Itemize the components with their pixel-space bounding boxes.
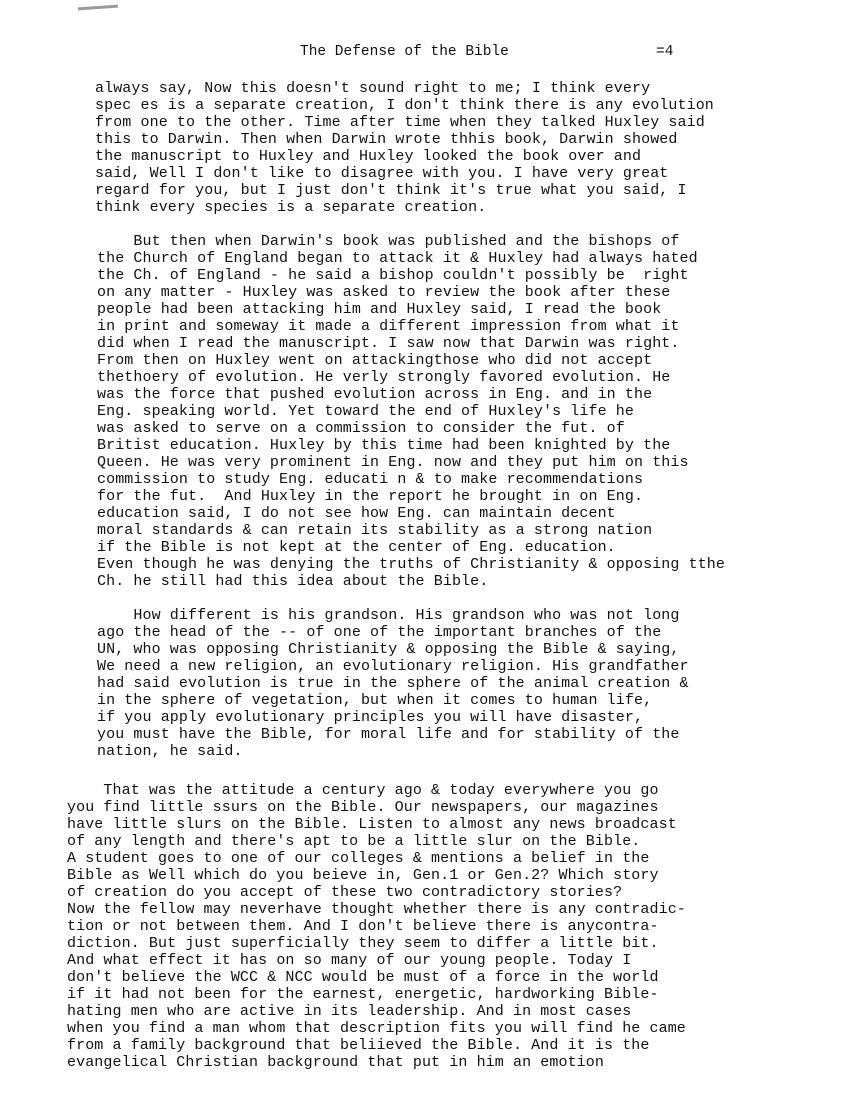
body-line: And what effect it has on so many of our young people. Today I (67, 952, 632, 969)
body-line: said, Well I don't like to disagree with you. I have very great (95, 165, 669, 182)
body-line: the Ch. of England - he said a bishop couldn't possibly be right (97, 267, 689, 284)
body-line: if the Bible is not kept at the center of Eng. education. (97, 539, 616, 556)
body-line: A student goes to one of our colleges & mentions a belief in the (67, 850, 650, 867)
body-line: if you apply evolutionary principles you will have disaster, (97, 709, 644, 726)
body-line: Now the fellow may neverhave thought whether there is any contradic- (67, 901, 686, 918)
body-line: from one to the other. Time after time when they talked Huxley said (95, 114, 705, 131)
body-line: Bible as Well which do you beieve in, Gen.1 or Gen.2? Which story (67, 867, 659, 884)
body-line: people had been attacking him and Huxley said, I read the book (97, 301, 662, 318)
body-line: spec es is a separate creation, I don't think there is any evolution (95, 97, 714, 114)
body-line: How different is his grandson. His grandson who was not long (97, 607, 680, 624)
body-line: That was the attitude a century ago & today everywhere you go (67, 782, 659, 799)
body-line: of any length and there's apt to be a little slur on the Bible. (67, 833, 641, 850)
body-line: Queen. He was very prominent in Eng. now and they put him on this (97, 454, 689, 471)
body-line: if it had not been for the earnest, energetic, hardworking Bible- (67, 986, 659, 1003)
body-line: in the sphere of vegetation, but when it comes to human life, (97, 692, 653, 709)
body-line: think every species is a separate creation. (95, 199, 487, 216)
page-number: =4 (656, 44, 674, 60)
body-line: education said, I do not see how Eng. can maintain decent (97, 505, 616, 522)
body-line: regard for you, but I just don't think it's true what you said, I (95, 182, 687, 199)
body-line: had said evolution is true in the sphere of the animal creation & (97, 675, 689, 692)
body-line: evangelical Christian background that put in him an emotion (67, 1054, 604, 1071)
body-line: Even though he was denying the truths of Christianity & opposing tthe (97, 556, 726, 573)
body-line: From then on Huxley went on attackingthose who did not accept (97, 352, 653, 369)
body-line: always say, Now this doesn't sound right to me; I think every (95, 80, 651, 97)
body-line: But then when Darwin's book was published and the bishops of (97, 233, 680, 250)
body-line: when you find a man whom that description fits you will find he came (67, 1020, 686, 1037)
body-line: the Church of England began to attack it & Huxley had always hated (97, 250, 698, 267)
body-line: ago the head of the -- of one of the important branches of the (97, 624, 662, 641)
body-line: tion or not between them. And I don't believe there is anycontra- (67, 918, 659, 935)
body-line: moral standards & can retain its stability as a strong nation (97, 522, 653, 539)
body-line: thethoery of evolution. He verly strongly favored evolution. He (97, 369, 671, 386)
body-line: was the force that pushed evolution across in Eng. and in the (97, 386, 653, 403)
body-line: We need a new religion, an evolutionary religion. His grandfather (97, 658, 689, 675)
body-line: of creation do you accept of these two contradictory stories? (67, 884, 623, 901)
body-line: did when I read the manuscript. I saw now that Darwin was right. (97, 335, 680, 352)
body-line: for the fut. And Huxley in the report he brought in on Eng. (97, 488, 644, 505)
body-line: Ch. he still had this idea about the Bible. (97, 573, 489, 590)
body-line: you must have the Bible, for moral life and for stability of the (97, 726, 680, 743)
body-line: from a family background that beliieved the Bible. And it is the (67, 1037, 650, 1054)
body-line: this to Darwin. Then when Darwin wrote thhis book, Darwin showed (95, 131, 678, 148)
body-line: have little slurs on the Bible. Listen to almost any news broadcast (67, 816, 677, 833)
body-line: the manuscript to Huxley and Huxley looked the book over and (95, 148, 642, 165)
body-line: don't believe the WCC & NCC would be must of a force in the world (67, 969, 659, 986)
body-line: UN, who was opposing Christianity & opposing the Bible & saying, (97, 641, 680, 658)
body-line: in print and someway it made a different impression from what it (97, 318, 680, 335)
body-line: was asked to serve on a commission to consider the fut. of (97, 420, 625, 437)
page-header (0, 44, 850, 64)
body-line: Britist education. Huxley by this time had been knighted by the (97, 437, 671, 454)
body-line: hating men who are active in its leadership. And in most cases (67, 1003, 632, 1020)
page-title: The Defense of the Bible (300, 44, 509, 60)
body-line: you find little ssurs on the Bible. Our newspapers, our magazines (67, 799, 659, 816)
body-line: nation, he said. (97, 743, 243, 760)
scan-artifact-mark (78, 5, 118, 11)
body-line: Eng. speaking world. Yet toward the end of Huxley's life he (97, 403, 634, 420)
body-line: diction. But just superficially they seem to differ a little bit. (67, 935, 659, 952)
body-line: commission to study Eng. educati n & to make recommendations (97, 471, 644, 488)
body-line: on any matter - Huxley was asked to review the book after these (97, 284, 671, 301)
